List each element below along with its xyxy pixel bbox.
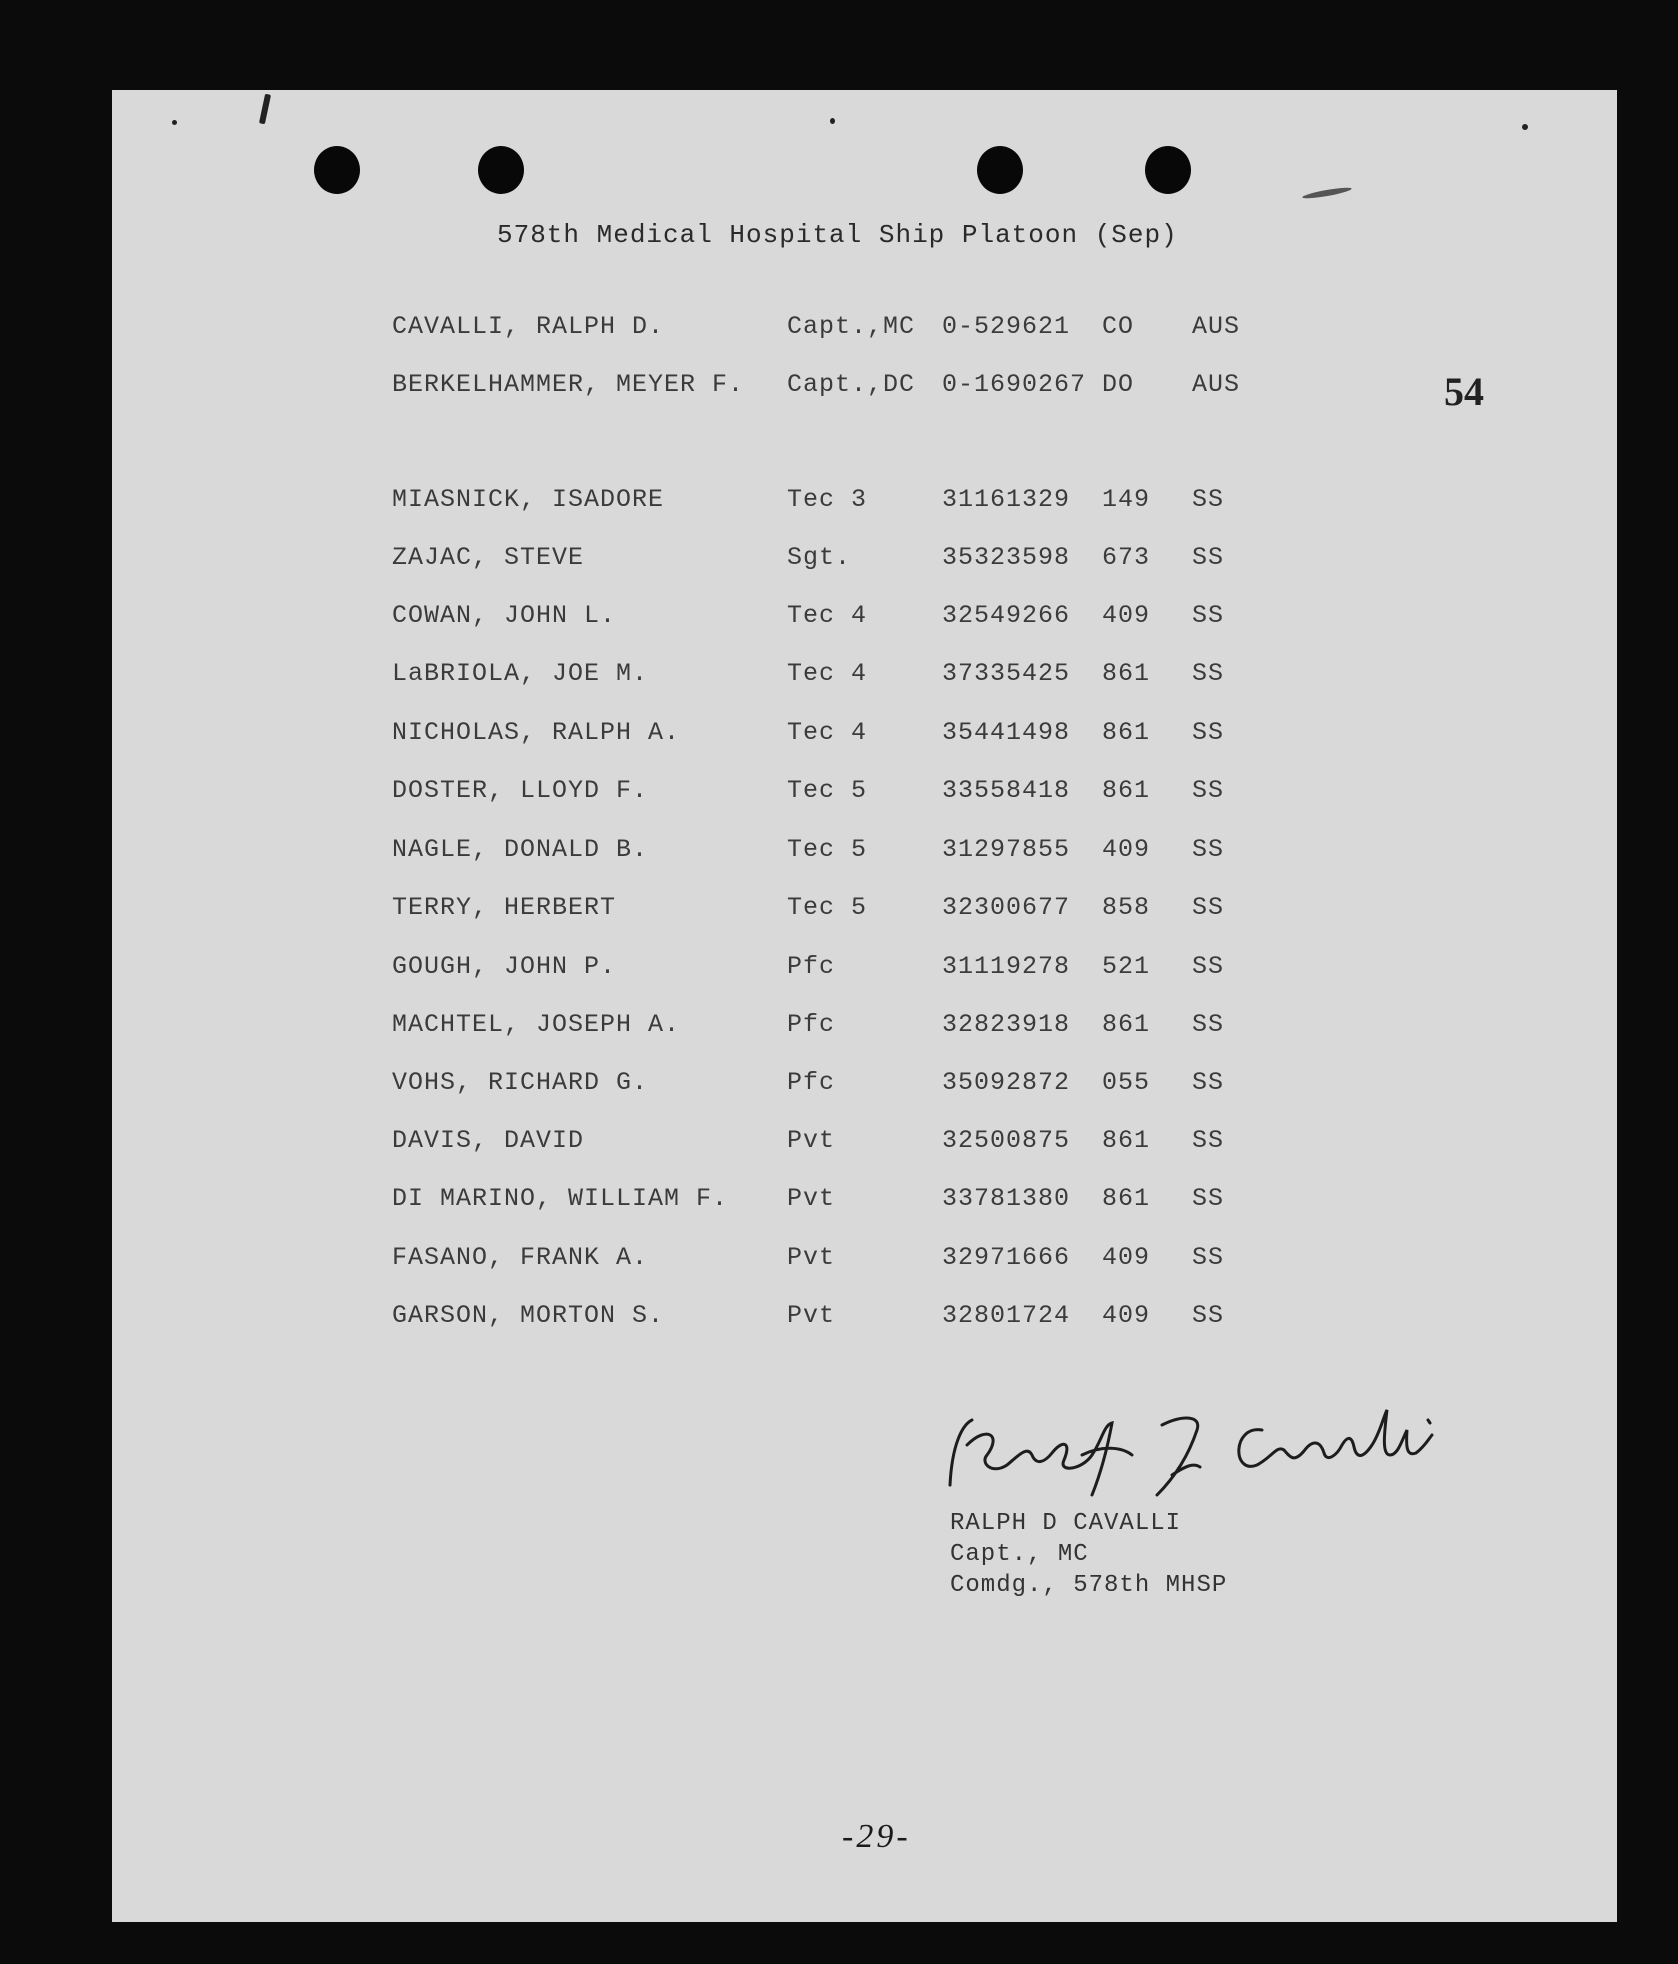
enlisted-row — [112, 835, 1617, 875]
enlisted-rank: Tec 5 — [787, 776, 868, 805]
enlisted-rank: Pvt — [787, 1243, 836, 1272]
punch-hole — [478, 146, 524, 194]
enlisted-serial: 35441498 — [942, 718, 1071, 747]
officer-rank: Capt.,MC — [787, 312, 916, 341]
enlisted-row — [112, 601, 1617, 641]
enlisted-serial: 35092872 — [942, 1068, 1071, 1097]
enlisted-component: SS — [1192, 952, 1225, 981]
enlisted-name: GOUGH, JOHN P. — [392, 952, 617, 981]
officer-name: CAVALLI, RALPH D. — [392, 312, 665, 341]
enlisted-code: 409 — [1102, 601, 1151, 630]
enlisted-serial: 35323598 — [942, 543, 1071, 572]
enlisted-rank: Tec 4 — [787, 659, 868, 688]
enlisted-component: SS — [1192, 776, 1225, 805]
enlisted-row — [112, 1184, 1617, 1224]
enlisted-serial: 31297855 — [942, 835, 1071, 864]
officer-serial: 0-529621 — [942, 312, 1071, 341]
enlisted-code: 861 — [1102, 1184, 1151, 1213]
officer-rank: Capt.,DC — [787, 370, 916, 399]
enlisted-component: SS — [1192, 1126, 1225, 1155]
enlisted-component: SS — [1192, 1010, 1225, 1039]
signature-block — [950, 1508, 1227, 1601]
officer-serial: 0-1690267 — [942, 370, 1087, 399]
enlisted-code: 861 — [1102, 718, 1151, 747]
page-stamp-number: 54 — [1444, 369, 1484, 414]
enlisted-row — [112, 1301, 1617, 1341]
enlisted-serial: 32823918 — [942, 1010, 1071, 1039]
enlisted-component: SS — [1192, 543, 1225, 572]
enlisted-row — [112, 659, 1617, 699]
enlisted-rank: Tec 3 — [787, 485, 868, 514]
enlisted-code: 055 — [1102, 1068, 1151, 1097]
enlisted-name: LaBRIOLA, JOE M. — [392, 659, 649, 688]
enlisted-rank: Tec 5 — [787, 835, 868, 864]
enlisted-component: SS — [1192, 1243, 1225, 1272]
enlisted-component: SS — [1192, 659, 1225, 688]
officer-component: AUS — [1192, 312, 1241, 341]
officer-name: BERKELHAMMER, MEYER F. — [392, 370, 745, 399]
enlisted-name: COWAN, JOHN L. — [392, 601, 617, 630]
enlisted-code: 861 — [1102, 1010, 1151, 1039]
enlisted-component: SS — [1192, 1068, 1225, 1097]
enlisted-serial: 32500875 — [942, 1126, 1071, 1155]
enlisted-name: DI MARINO, WILLIAM F. — [392, 1184, 729, 1213]
signer-rank: Capt., MC — [950, 1541, 1089, 1568]
officer-component: AUS — [1192, 370, 1241, 399]
enlisted-rank: Pvt — [787, 1126, 836, 1155]
enlisted-code: 861 — [1102, 1126, 1151, 1155]
document-title: 578th Medical Hospital Ship Platoon (Sep) — [497, 220, 1178, 250]
enlisted-row — [112, 1126, 1617, 1166]
punch-hole — [977, 146, 1023, 194]
enlisted-rank: Pfc — [787, 1068, 836, 1097]
enlisted-rank: Tec 4 — [787, 718, 868, 747]
enlisted-code: 149 — [1102, 485, 1151, 514]
handwritten-signature — [932, 1385, 1532, 1515]
enlisted-name: NAGLE, DONALD B. — [392, 835, 649, 864]
enlisted-name: DOSTER, LLOYD F. — [392, 776, 649, 805]
enlisted-name: FASANO, FRANK A. — [392, 1243, 649, 1272]
enlisted-rank: Pfc — [787, 952, 836, 981]
enlisted-name: GARSON, MORTON S. — [392, 1301, 665, 1330]
enlisted-serial: 31161329 — [942, 485, 1071, 514]
enlisted-row — [112, 718, 1617, 758]
officer-row — [112, 312, 1617, 352]
enlisted-code: 409 — [1102, 1301, 1151, 1330]
punch-hole — [314, 146, 360, 194]
enlisted-serial: 31119278 — [942, 952, 1071, 981]
enlisted-name: MIASNICK, ISADORE — [392, 485, 665, 514]
footer-page-number: -29- — [842, 1818, 911, 1855]
enlisted-row — [112, 776, 1617, 816]
enlisted-serial: 33558418 — [942, 776, 1071, 805]
enlisted-row — [112, 893, 1617, 933]
enlisted-component: SS — [1192, 485, 1225, 514]
officer-code: DO — [1102, 370, 1135, 399]
enlisted-serial: 32801724 — [942, 1301, 1071, 1330]
enlisted-code: 673 — [1102, 543, 1151, 572]
enlisted-name: VOHS, RICHARD G. — [392, 1068, 649, 1097]
enlisted-row — [112, 1010, 1617, 1050]
enlisted-rank: Pvt — [787, 1301, 836, 1330]
ink-speck — [259, 94, 271, 125]
punch-hole — [1145, 146, 1191, 194]
enlisted-name: TERRY, HERBERT — [392, 893, 617, 922]
enlisted-name: ZAJAC, STEVE — [392, 543, 585, 572]
enlisted-serial: 32971666 — [942, 1243, 1071, 1272]
ink-speck — [1522, 124, 1528, 130]
enlisted-serial: 33781380 — [942, 1184, 1071, 1213]
document-page — [112, 90, 1617, 1922]
ink-speck — [830, 118, 835, 124]
enlisted-row — [112, 485, 1617, 525]
enlisted-rank: Sgt. — [787, 543, 852, 572]
enlisted-component: SS — [1192, 718, 1225, 747]
enlisted-code: 858 — [1102, 893, 1151, 922]
enlisted-code: 861 — [1102, 659, 1151, 688]
enlisted-serial: 32549266 — [942, 601, 1071, 630]
enlisted-name: MACHTEL, JOSEPH A. — [392, 1010, 681, 1039]
officer-row — [112, 370, 1617, 410]
enlisted-component: SS — [1192, 1184, 1225, 1213]
enlisted-component: SS — [1192, 893, 1225, 922]
enlisted-row — [112, 543, 1617, 583]
enlisted-serial: 37335425 — [942, 659, 1071, 688]
enlisted-serial: 32300677 — [942, 893, 1071, 922]
enlisted-rank: Tec 4 — [787, 601, 868, 630]
enlisted-rank: Tec 5 — [787, 893, 868, 922]
enlisted-row — [112, 1243, 1617, 1283]
enlisted-rank: Pfc — [787, 1010, 836, 1039]
enlisted-component: SS — [1192, 1301, 1225, 1330]
enlisted-row — [112, 1068, 1617, 1108]
signer-name: RALPH D CAVALLI — [950, 1510, 1182, 1537]
enlisted-rank: Pvt — [787, 1184, 836, 1213]
ink-speck — [1302, 186, 1352, 201]
signer-unit: Comdg., 578th MHSP — [950, 1572, 1228, 1599]
enlisted-component: SS — [1192, 601, 1225, 630]
enlisted-code: 861 — [1102, 776, 1151, 805]
enlisted-code: 409 — [1102, 835, 1151, 864]
enlisted-name: NICHOLAS, RALPH A. — [392, 718, 681, 747]
officer-code: CO — [1102, 312, 1135, 341]
enlisted-name: DAVIS, DAVID — [392, 1126, 585, 1155]
ink-speck — [172, 120, 177, 125]
enlisted-component: SS — [1192, 835, 1225, 864]
enlisted-code: 409 — [1102, 1243, 1151, 1272]
enlisted-code: 521 — [1102, 952, 1151, 981]
enlisted-row — [112, 952, 1617, 992]
